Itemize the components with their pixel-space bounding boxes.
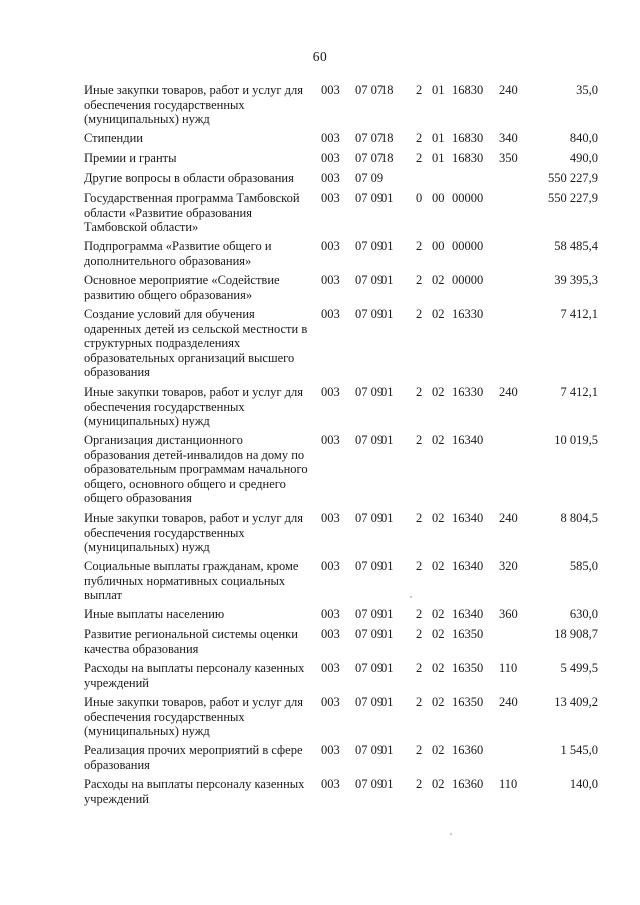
row-activity-code: 01 [432,131,445,145]
row-direction-code: 16830 [452,131,484,145]
row-department-code: 003 [321,627,340,641]
row-amount: 140,0 [569,777,598,791]
row-direction-code: 00000 [452,273,484,287]
row-section-code: 07 09 [355,695,384,709]
row-program-code: 01 [381,559,394,573]
table-row [0,661,640,695]
table-row [0,83,640,131]
row-subprogram-code: 2 [416,661,423,675]
table-row [0,559,640,607]
row-direction-code: 16350 [452,627,484,641]
row-description: Иные закупки товаров, работ и услуг для обеспечения государственных (муниципальных) нужд [84,695,304,738]
row-direction-code: 16340 [452,559,484,573]
row-department-code: 003 [321,433,340,447]
row-section-code: 07 09 [355,191,384,205]
row-department-code: 003 [321,559,340,573]
row-section-code: 07 09 [355,511,384,525]
row-section-code: 07 09 [355,777,384,791]
row-department-code: 003 [321,607,340,621]
row-activity-code: 02 [432,307,445,321]
table-row [0,385,640,433]
row-expense-type: 110 [499,661,518,675]
scan-artifact [450,833,452,835]
row-amount: 5 499,5 [560,661,598,675]
row-program-code: 01 [381,385,394,399]
row-department-code: 003 [321,695,340,709]
row-expense-type: 110 [499,777,518,791]
row-amount: 18 908,7 [554,627,598,641]
row-activity-code: 02 [432,661,445,675]
row-section-code: 07 09 [355,627,384,641]
row-amount: 39 395,3 [554,273,598,287]
row-department-code: 003 [321,743,340,757]
row-expense-type: 340 [499,131,518,145]
row-amount: 630,0 [569,607,598,621]
budget-table [0,83,640,811]
row-description: Организация дистанционного образования детей-инвалидов на дому по образовательным программам начального общего, основного общего и среднего общего образования [84,433,308,505]
row-program-code: 18 [381,83,394,97]
table-row [0,511,640,559]
table-row [0,743,640,777]
row-direction-code: 16330 [452,307,484,321]
row-description: Другие вопросы в области образования [84,171,294,185]
table-row [0,273,640,307]
row-direction-code: 16350 [452,695,484,709]
row-expense-type: 240 [499,695,518,709]
row-subprogram-code: 2 [416,273,423,287]
row-direction-code: 16360 [452,743,484,757]
row-program-code: 01 [381,777,394,791]
row-amount: 490,0 [569,151,598,165]
row-amount: 10 019,5 [554,433,598,447]
row-program-code: 01 [381,239,394,253]
row-direction-code: 16830 [452,151,484,165]
row-direction-code: 00000 [452,239,484,253]
row-subprogram-code: 2 [416,777,423,791]
row-department-code: 003 [321,385,340,399]
row-program-code: 01 [381,607,394,621]
row-expense-type: 360 [499,607,518,621]
row-program-code: 01 [381,661,394,675]
row-program-code: 18 [381,131,394,145]
row-subprogram-code: 2 [416,239,423,253]
row-description: Реализация прочих мероприятий в сфере образования [84,743,303,772]
row-section-code: 07 09 [355,559,384,573]
row-direction-code: 16330 [452,385,484,399]
page-number: 60 [312,49,328,64]
row-activity-code: 02 [432,743,445,757]
row-description: Создание условий для обучения одаренных детей из сельской местности в структурных подразделениях образовательных организаций высшего образования [84,307,308,379]
table-row [0,695,640,743]
row-activity-code: 02 [432,777,445,791]
table-row [0,307,640,385]
row-amount: 840,0 [569,131,598,145]
row-expense-type: 240 [499,83,518,97]
row-department-code: 003 [321,239,340,253]
row-section-code: 07 09 [355,433,384,447]
row-direction-code: 16830 [452,83,484,97]
row-section-code: 07 09 [355,385,384,399]
row-section-code: 07 09 [355,743,384,757]
row-direction-code: 16340 [452,511,484,525]
row-description: Иные закупки товаров, работ и услуг для обеспечения государственных (муниципальных) нужд [84,385,304,428]
row-section-code: 07 09 [355,607,384,621]
row-department-code: 003 [321,511,340,525]
row-amount: 550 227,9 [548,171,598,185]
row-description: Социальные выплаты гражданам, кроме публичных нормативных социальных выплат [84,559,299,602]
table-row [0,171,640,191]
row-subprogram-code: 2 [416,131,423,145]
row-program-code: 01 [381,273,394,287]
row-description: Основное мероприятие «Содействие развитию общего образования» [84,273,280,302]
row-amount: 58 485,4 [554,239,598,253]
row-activity-code: 02 [432,511,445,525]
row-department-code: 003 [321,171,340,185]
row-activity-code: 02 [432,385,445,399]
row-section-code: 07 09 [355,239,384,253]
row-section-code: 07 09 [355,171,384,185]
table-row [0,239,640,273]
row-department-code: 003 [321,83,340,97]
row-activity-code: 00 [432,239,445,253]
row-department-code: 003 [321,151,340,165]
row-department-code: 003 [321,191,340,205]
row-program-code: 01 [381,695,394,709]
row-activity-code: 00 [432,191,445,205]
row-subprogram-code: 2 [416,385,423,399]
table-row [0,777,640,811]
row-activity-code: 02 [432,695,445,709]
row-subprogram-code: 0 [416,191,423,205]
row-amount: 7 412,1 [560,307,598,321]
row-amount: 1 545,0 [560,743,598,757]
row-department-code: 003 [321,661,340,675]
row-activity-code: 02 [432,627,445,641]
row-description: Премии и гранты [84,151,177,165]
table-row [0,191,640,239]
row-description: Подпрограмма «Развитие общего и дополнительного образования» [84,239,272,268]
row-program-code: 01 [381,191,394,205]
row-amount: 13 409,2 [554,695,598,709]
row-section-code: 07 07 [355,83,384,97]
row-description: Развитие региональной системы оценки качества образования [84,627,298,656]
table-row [0,627,640,661]
row-activity-code: 02 [432,433,445,447]
row-subprogram-code: 2 [416,307,423,321]
row-activity-code: 01 [432,83,445,97]
row-description: Расходы на выплаты персоналу казенных учреждений [84,661,305,690]
row-section-code: 07 09 [355,273,384,287]
row-subprogram-code: 2 [416,627,423,641]
table-row [0,131,640,151]
row-section-code: 07 07 [355,151,384,165]
row-program-code: 01 [381,627,394,641]
row-department-code: 003 [321,777,340,791]
row-program-code: 01 [381,511,394,525]
row-direction-code: 16340 [452,433,484,447]
row-subprogram-code: 2 [416,743,423,757]
row-amount: 35,0 [576,83,598,97]
row-subprogram-code: 2 [416,433,423,447]
row-direction-code: 00000 [452,191,484,205]
table-row [0,607,640,627]
row-subprogram-code: 2 [416,83,423,97]
row-direction-code: 16340 [452,607,484,621]
table-row [0,433,640,511]
row-section-code: 07 09 [355,661,384,675]
row-amount: 8 804,5 [560,511,598,525]
row-section-code: 07 07 [355,131,384,145]
row-description: Расходы на выплаты персоналу казенных учреждений [84,777,305,806]
row-activity-code: 02 [432,273,445,287]
row-subprogram-code: 2 [416,151,423,165]
row-program-code: 01 [381,307,394,321]
row-expense-type: 350 [499,151,518,165]
row-subprogram-code: 2 [416,511,423,525]
row-department-code: 003 [321,307,340,321]
row-amount: 550 227,9 [548,191,598,205]
row-subprogram-code: 2 [416,559,423,573]
row-department-code: 003 [321,273,340,287]
row-expense-type: 320 [499,559,518,573]
row-amount: 7 412,1 [560,385,598,399]
row-description: Государственная программа Тамбовской области «Развитие образования Тамбовской области» [84,191,300,234]
row-subprogram-code: 2 [416,607,423,621]
row-expense-type: 240 [499,511,518,525]
row-description: Стипендии [84,131,143,145]
row-department-code: 003 [321,131,340,145]
row-expense-type: 240 [499,385,518,399]
row-program-code: 01 [381,743,394,757]
row-direction-code: 16350 [452,661,484,675]
row-program-code: 01 [381,433,394,447]
row-description: Иные закупки товаров, работ и услуг для обеспечения государственных (муниципальных) нужд [84,83,304,126]
row-activity-code: 01 [432,151,445,165]
row-direction-code: 16360 [452,777,484,791]
table-row [0,151,640,171]
row-description: Иные выплаты населению [84,607,225,621]
row-section-code: 07 09 [355,307,384,321]
row-program-code: 18 [381,151,394,165]
row-description: Иные закупки товаров, работ и услуг для обеспечения государственных (муниципальных) нужд [84,511,304,554]
scan-artifact [410,596,412,598]
row-activity-code: 02 [432,607,445,621]
row-amount: 585,0 [569,559,598,573]
row-subprogram-code: 2 [416,695,423,709]
row-activity-code: 02 [432,559,445,573]
